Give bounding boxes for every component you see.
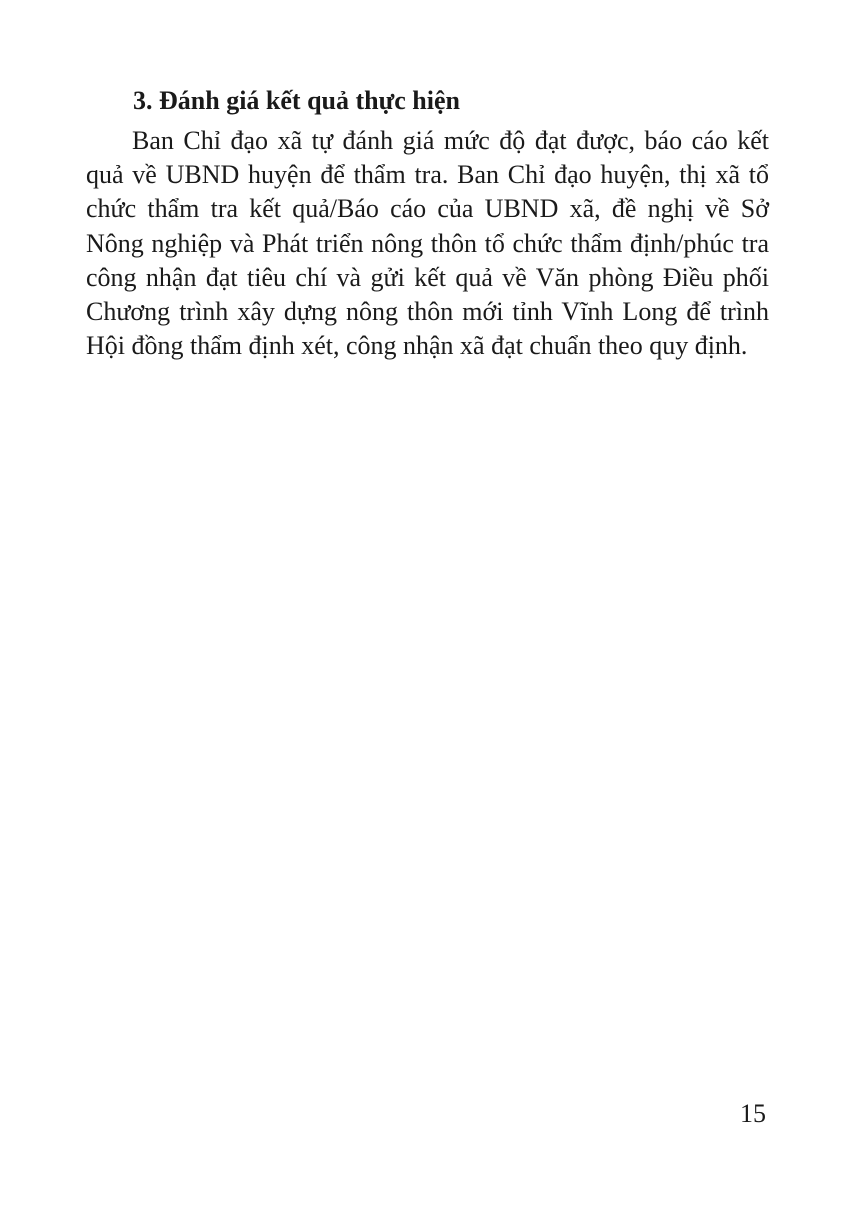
section-heading: 3. Đánh giá kết quả thực hiện xyxy=(133,86,460,115)
body-paragraph: Ban Chỉ đạo xã tự đánh giá mức độ đạt được, báo cáo kết quả về UBND huyện để thẩm tra. Ban Chỉ đạo huyện, thị xã tổ chức thẩm tra kết quả/Báo cáo của UBND xã, đề nghị về Sở Nông nghiệp và Phát triển nông thôn tổ chức thẩm định/phúc tra công nhận đạt tiêu chí và gửi kết quả về Văn phòng Điều phối Chương trình xây dựng nông thôn mới tỉnh Vĩnh Long để trình Hội đồng thẩm định xét, công nhận xã đạt chuẩn theo quy định. xyxy=(86,126,769,361)
page-number: 15 xyxy=(740,1099,766,1128)
